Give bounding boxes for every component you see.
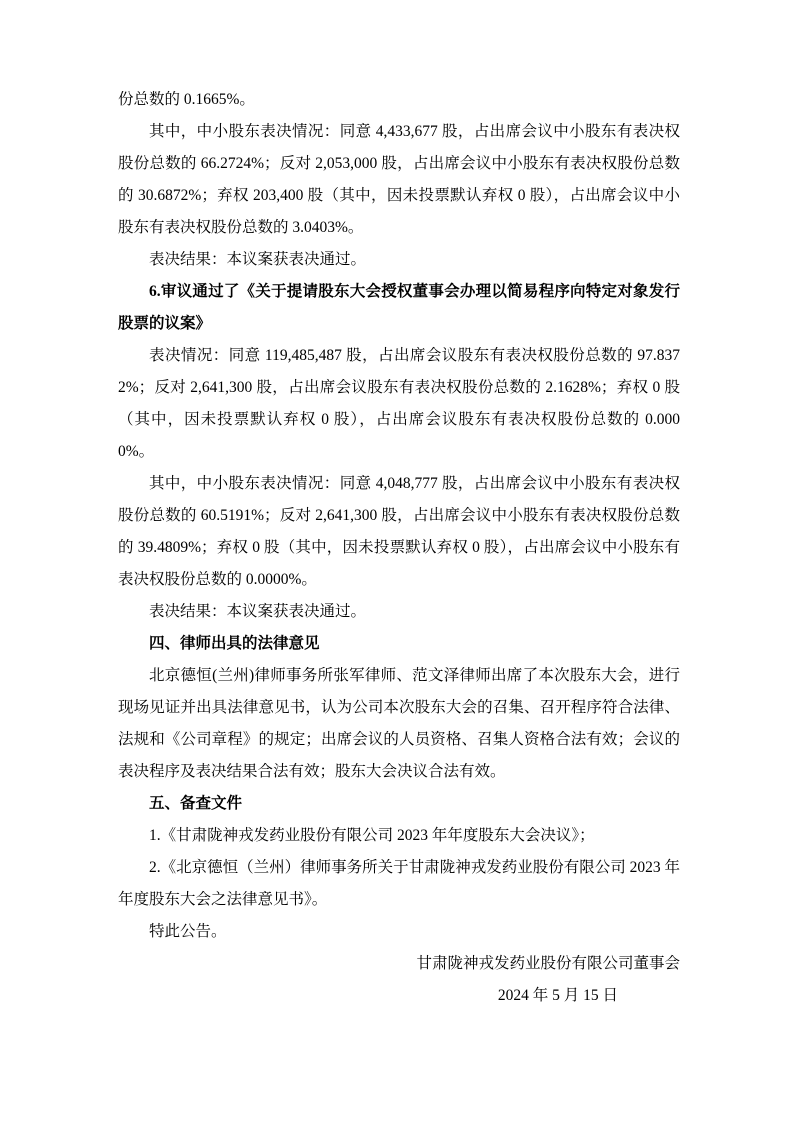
para-minor-shareholder-vote-detail-item6: 其中，中小股东表决情况：同意 4,048,777 股，占出席会议中小股东有表决权股份总数的 60.5191%；反对 2,641,300 股，占出席会议中小股东有表决权股份总数的 39.4809%；弃权 0 股（其中，因未投票默认弃权 0 股），占出席会议中小股东有表决权股份总数的 0.0000%。: [118, 475, 680, 588]
para-vote-result-item5: 表决结果：本议案获表决通过。: [149, 251, 367, 268]
para-vote-detail-item6: 表决情况：同意 119,485,487 股，占出席会议股东有表决权股份总数的 97.8372%；反对 2,641,300 股，占出席会议股东有表决权股份总数的 2.1628%；弃权 0 股（其中，因未投票默认弃权 0 股），占出席会议股东有表决权股份总数的 0.0000%。: [118, 347, 680, 460]
para-share-total-continuation: 份总数的 0.1665%。: [118, 91, 255, 108]
list-item-reference-doc-1: 1.《甘肃陇神戎发药业股份有限公司 2023 年年度股东大会决议》；: [149, 827, 595, 844]
para-closing-announcement: 特此公告。: [149, 923, 227, 940]
heading-section-5-reference-documents: 五、备查文件: [149, 795, 243, 812]
heading-proposal-6: 6.审议通过了《关于提请股东大会授权董事会办理以简易程序向特定对象发行股票的议案》: [118, 283, 680, 332]
para-minor-shareholder-vote-detail-item5: 其中，中小股东表决情况：同意 4,433,677 股，占出席会议中小股东有表决权股份总数的 66.2724%；反对 2,053,000 股，占出席会议中小股东有表决权股份总数的 30.6872%；弃权 203,400 股（其中，因未投票默认弃权 0 股），占出席会议中小股东有表决权股份总数的 3.0403%。: [118, 123, 680, 236]
list-item-reference-doc-2: 2.《北京德恒（兰州）律师事务所关于甘肃陇神戎发药业股份有限公司 2023 年年度股东大会之法律意见书》。: [118, 859, 680, 908]
signature-date: 2024 年 5 月 15 日: [497, 987, 618, 1004]
heading-section-4-legal-opinion: 四、律师出具的法律意见: [149, 635, 320, 652]
signature-company-board: 甘肃陇神戎发药业股份有限公司董事会: [416, 955, 680, 972]
para-vote-result-item6: 表决结果：本议案获表决通过。: [149, 603, 367, 620]
para-legal-opinion-body: 北京德恒(兰州)律师事务所张军律师、范文泽律师出席了本次股东大会，进行现场见证并出具法律意见书，认为公司本次股东大会的召集、召开程序符合法律、法规和《公司章程》的规定；出席会议的人员资格、召集人资格合法有效；会议的表决程序及表决结果合法有效；股东大会决议合法有效。: [118, 667, 680, 780]
